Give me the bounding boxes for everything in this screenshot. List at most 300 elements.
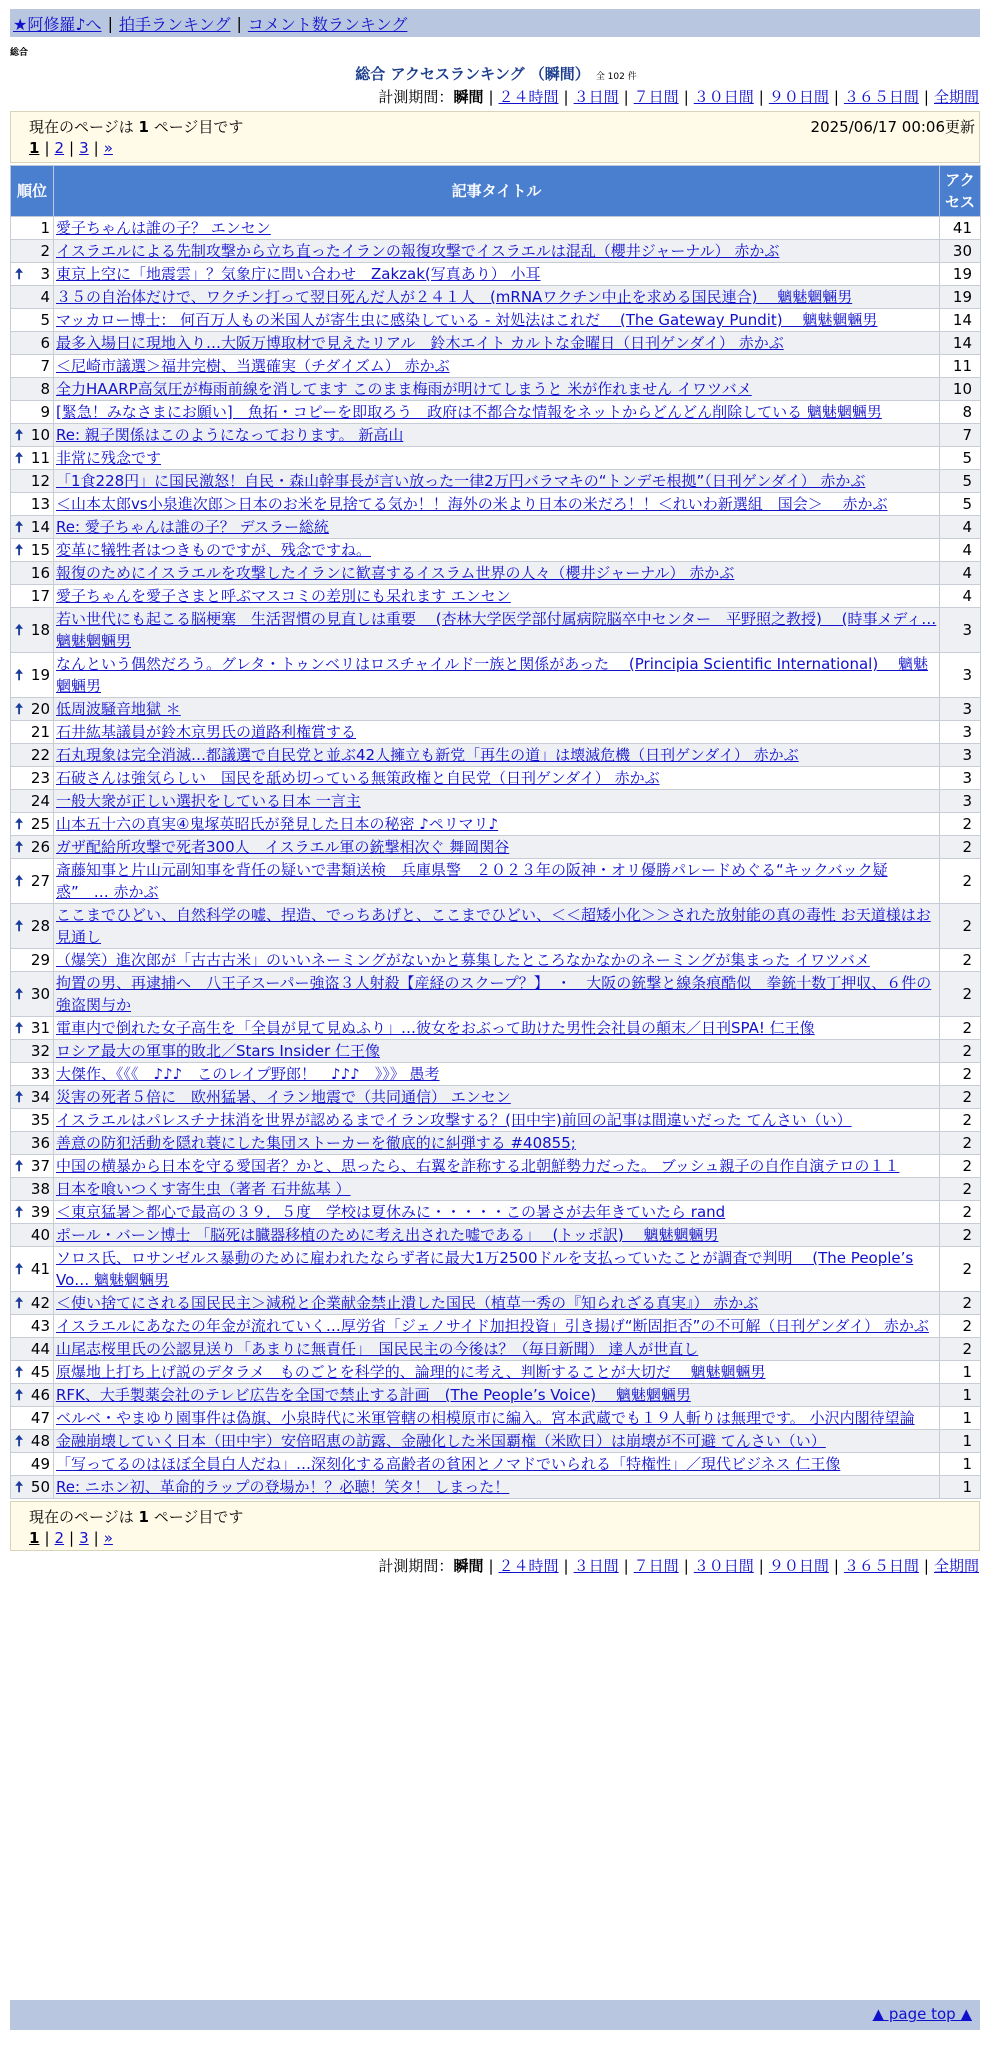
rank-up-arrow-icon: 🠅 <box>15 1157 24 1175</box>
rank-cell <box>11 470 54 493</box>
rank-cell <box>11 972 54 1017</box>
table-row <box>11 401 981 424</box>
access-count: 2 <box>940 1178 981 1201</box>
total-count: 全 102 件 <box>595 72 637 82</box>
page-link[interactable]: 3 <box>79 139 89 157</box>
article-link[interactable]: ベルベ・やまゆり園事件は偽旗、小泉時代に米軍管轄の相模原市に編入。宮本武蔵でも１９人斬りは無理です。 小沢内閣待望論 <box>56 1409 915 1427</box>
rank-number: 48 <box>30 1432 50 1450</box>
rank-cell <box>11 1109 54 1132</box>
page-link[interactable]: 2 <box>54 1529 65 1547</box>
rank-cell <box>11 1292 54 1315</box>
table-row <box>11 1315 981 1338</box>
rank-cell <box>11 1086 54 1109</box>
nav-link-comment-ranking[interactable]: コメント数ランキング <box>247 14 408 34</box>
article-link[interactable]: Re: ニホン初、革命的ラップの登場か！？必聴！笑タ！ しまった！ <box>56 1478 510 1496</box>
access-count: 1 <box>940 1361 981 1384</box>
rank-number: 28 <box>30 917 50 935</box>
rank-cell <box>11 1178 54 1201</box>
access-count: 14 <box>940 332 981 355</box>
period-link[interactable]: ７日間 <box>633 1557 679 1575</box>
page-top-link[interactable]: ▲ page top ▲ <box>872 2005 972 2023</box>
pager-bottom <box>10 1501 980 1551</box>
nav-link-asyura[interactable]: ★阿修羅♪へ <box>13 14 102 34</box>
page-separator: | <box>93 1529 99 1547</box>
article-link[interactable]: 「写ってるのはほぼ全員白人だね」…深刻化する高齢者の貧困とノマドでいられる「特権性」／現代ビジネス 仁王像 <box>56 1455 841 1473</box>
rank-number: 44 <box>30 1340 50 1358</box>
title-cell <box>54 1086 940 1109</box>
rank-cell <box>11 286 54 309</box>
nav-separator: | <box>236 13 242 33</box>
header-access: アクセス <box>940 166 981 217</box>
rank-up-arrow-icon: 🠅 <box>15 541 24 559</box>
page-next-link[interactable]: » <box>103 139 113 157</box>
title-cell <box>54 1017 940 1040</box>
period-current: 瞬間 <box>453 1557 484 1575</box>
page-link[interactable]: 3 <box>79 1529 89 1547</box>
table-row <box>11 1224 981 1247</box>
article-link[interactable]: RFK、大手製薬会社のテレビ広告を全国で禁止する計画 (The People’s Voice) 魑魅魍魎男 <box>56 1386 691 1404</box>
article-link[interactable]: 石丸現象は完全消滅…都議選で自民党と並ぶ42人擁立も新党「再生の道」は壊滅危機（日刊ゲンダイ） 赤かぶ <box>56 746 799 764</box>
rank-number: 23 <box>30 769 50 787</box>
rank-number: 14 <box>30 518 50 536</box>
table-row <box>11 1063 981 1086</box>
table-row <box>11 1407 981 1430</box>
article-link[interactable]: ポール・バーン博士 「脳死は臓器移植のために考え出された嘘である」 (トッポ訳) 魑魅魍魎男 <box>56 1226 719 1244</box>
article-link[interactable]: 愛子ちゃんを愛子さまと呼ぶマスコミの差別にも呆れます エンセン <box>56 587 511 605</box>
current-page-prefix: 現在のページは <box>29 1508 134 1526</box>
period-link[interactable]: ９０日間 <box>768 1557 829 1575</box>
period-label: 計測期間： <box>378 88 454 106</box>
table-row <box>11 240 981 263</box>
article-link[interactable]: 大傑作、《《《 ♪♪♪ このレイプ野郎！ ♪♪♪ 》》》 愚考 <box>56 1065 440 1083</box>
article-link[interactable]: イスラエルはパレスチナ抹消を世界が認めるまでイラン攻撃する？(田中宇)前回の記事は間違いだった てんさい（い） <box>56 1111 852 1129</box>
access-count: 3 <box>940 698 981 721</box>
rank-number: 46 <box>30 1386 50 1404</box>
current-page-number: 1 <box>138 118 149 136</box>
article-link[interactable]: Re: 愛子ちゃんは誰の子？ デスラー総統 <box>56 518 329 536</box>
rank-number: 1 <box>40 219 50 237</box>
article-link[interactable]: 山本五十六の真実④鬼塚英昭氏が発見した日本の秘密 ♪ペリマリ♪ <box>56 815 499 833</box>
article-link[interactable]: 災害の死者５倍に 欧州猛暑、イラン地震で（共同通信） エンセン <box>56 1088 511 1106</box>
nav-separator: | <box>107 13 113 33</box>
rank-up-arrow-icon: 🠅 <box>15 985 24 1003</box>
access-count: 2 <box>940 1338 981 1361</box>
access-count: 30 <box>940 240 981 263</box>
access-count: 10 <box>940 378 981 401</box>
period-link[interactable]: ３日間 <box>573 88 619 106</box>
rank-cell <box>11 813 54 836</box>
article-link[interactable]: 山尾志桜里氏の公認見送り「あまりに無責任」 国民民主の今後は？（毎日新聞） 達人が世直し <box>56 1340 699 1358</box>
period-separator: | <box>758 1557 764 1575</box>
rank-up-arrow-icon: 🠅 <box>15 265 24 283</box>
updated-timestamp: 2025/06/17 00:06更新 <box>810 118 975 136</box>
access-count: 2 <box>940 836 981 859</box>
period-selector-top <box>378 86 979 107</box>
rank-cell <box>11 539 54 562</box>
rank-cell <box>11 836 54 859</box>
period-link[interactable]: ７日間 <box>633 88 679 106</box>
title-cell <box>54 1109 940 1132</box>
article-link[interactable]: 若い世代にも起こる脳梗塞 生活習慣の見直しは重要 (杏林大学医学部付属病院脳卒中センター 平野照之教授) (時事メディ… 魑魅魍魎男 <box>56 610 937 650</box>
access-count: 2 <box>940 1201 981 1224</box>
table-row <box>11 721 981 744</box>
title-cell <box>54 1453 940 1476</box>
rank-up-arrow-icon: 🠅 <box>15 1260 24 1278</box>
access-count: 4 <box>940 516 981 539</box>
access-count: 2 <box>940 1315 981 1338</box>
table-row <box>11 309 981 332</box>
table-row <box>11 1384 981 1407</box>
rank-cell <box>11 1040 54 1063</box>
rank-cell <box>11 1338 54 1361</box>
rank-cell <box>11 516 54 539</box>
title-cell <box>54 1430 940 1453</box>
period-link[interactable]: ３６５日間 <box>843 88 919 106</box>
period-link[interactable]: ３０日間 <box>693 88 754 106</box>
rank-cell <box>11 1384 54 1407</box>
rank-number: 42 <box>30 1294 50 1312</box>
rank-cell <box>11 790 54 813</box>
page-current: 1 <box>29 1529 40 1547</box>
table-row <box>11 1109 981 1132</box>
rank-number: 50 <box>30 1478 50 1496</box>
rank-number: 45 <box>30 1363 50 1381</box>
page-separator: | <box>93 139 99 157</box>
rank-number: 37 <box>30 1157 50 1175</box>
article-link[interactable]: 愛子ちゃんは誰の子？ エンセン <box>56 219 271 237</box>
rank-up-arrow-icon: 🠅 <box>15 700 24 718</box>
rank-number: 13 <box>30 495 50 513</box>
article-link[interactable]: 善意の防犯活動を隠れ蓑にした集団ストーカーを徹底的に糾弾する #40855; <box>56 1134 576 1152</box>
title-cell <box>54 1338 940 1361</box>
title-cell <box>54 1063 940 1086</box>
section-label: 総合 <box>10 48 29 58</box>
article-link[interactable]: ソロス氏、ロサンゼルス暴動のために雇われたならず者に最大1万2500ドルを支払っていたことが調査で判明 (The People’s Vo… 魑魅魍魎男 <box>56 1249 914 1289</box>
table-row <box>11 217 981 240</box>
period-separator: | <box>623 88 629 106</box>
article-link[interactable]: イスラエルにあなたの年金が流れていく…厚労省「ジェノサイド加担投資」引き揚げ“断固拒否”の不可解（日刊ゲンダイ） 赤かぶ <box>56 1317 929 1335</box>
table-row <box>11 1086 981 1109</box>
title-cell <box>54 721 940 744</box>
rank-cell <box>11 562 54 585</box>
rank-cell <box>11 1453 54 1476</box>
period-link[interactable]: ２４時間 <box>498 1557 559 1575</box>
top-nav-bar <box>10 9 980 37</box>
table-row <box>11 767 981 790</box>
table-row <box>11 516 981 539</box>
table-row <box>11 1476 981 1499</box>
article-link[interactable]: 低周波騒音地獄 ＊ <box>56 700 181 718</box>
period-separator: | <box>833 1557 839 1575</box>
rank-up-arrow-icon: 🠅 <box>15 1478 24 1496</box>
page-separator: | <box>44 1529 50 1547</box>
access-count: 2 <box>940 1155 981 1178</box>
title-cell <box>54 1476 940 1499</box>
article-link[interactable]: 変革に犠牲者はつきものですが、残念ですね。 <box>56 541 372 559</box>
title-cell <box>54 378 940 401</box>
header-rank: 順位 <box>11 166 54 217</box>
title-cell <box>54 217 940 240</box>
page-link[interactable]: 2 <box>54 139 65 157</box>
rank-number: 29 <box>30 951 50 969</box>
article-link[interactable]: Re: 親子関係はこのようになっております。 新高山 <box>56 426 404 444</box>
article-link[interactable]: ＜使い捨てにされる国民民主＞減税と企業献金禁止潰した国民（植草一秀の『知られざる真実』） 赤かぶ <box>56 1294 759 1312</box>
article-link[interactable]: ガザ配給所攻撃で死者300人 イスラエル軍の銃撃相次ぐ 舞岡関谷 <box>56 838 510 856</box>
table-row <box>11 263 981 286</box>
article-link[interactable]: マッカロー博士： 何百万人もの米国人が寄生虫に感染している - 対処法はこれだ (The Gateway Pundit) 魑魅魍魎男 <box>56 311 878 329</box>
title-cell <box>54 1361 940 1384</box>
period-link[interactable]: 全期間 <box>933 1557 979 1575</box>
rank-up-arrow-icon: 🠅 <box>15 838 24 856</box>
article-link[interactable]: 電車内で倒れた女子高生を「全員が見て見ぬふり」…彼女をおぶって助けた男性会社員の顛末／日刊SPA! 仁王像 <box>56 1019 815 1037</box>
title-cell <box>54 1247 940 1292</box>
article-link[interactable]: 全力HAARP高気圧が梅雨前線を消してます このまま梅雨が明けてしまうと 米が作れません イワツバメ <box>56 380 752 398</box>
period-separator: | <box>683 88 689 106</box>
access-count: 1 <box>940 1430 981 1453</box>
article-link[interactable]: 一般大衆が正しい選択をしている日本 一言主 <box>56 792 361 810</box>
rank-up-arrow-icon: 🠅 <box>15 872 24 890</box>
title-cell <box>54 355 940 378</box>
access-count: 2 <box>940 1224 981 1247</box>
table-row <box>11 859 981 904</box>
rank-cell <box>11 1407 54 1430</box>
period-link[interactable]: ９０日間 <box>768 88 829 106</box>
rank-cell <box>11 1430 54 1453</box>
rank-cell <box>11 585 54 608</box>
access-count: 3 <box>940 721 981 744</box>
access-count: 4 <box>940 562 981 585</box>
access-count: 2 <box>940 1063 981 1086</box>
period-selector-bottom <box>378 1555 979 1576</box>
rank-cell <box>11 1132 54 1155</box>
rank-number: 12 <box>30 472 50 490</box>
rank-number: 17 <box>30 587 50 605</box>
article-link[interactable]: 原爆地上打ち上げ説のデタラメ ものごとを科学的、論理的に考え、判断することが大切だ 魑魅魍魎男 <box>56 1363 766 1381</box>
period-separator: | <box>488 1557 494 1575</box>
access-count: 2 <box>940 1292 981 1315</box>
rank-number: 11 <box>30 449 50 467</box>
table-row <box>11 562 981 585</box>
article-link[interactable]: 日本を喰いつくす寄生虫（著者 石井紘基 ） <box>56 1180 351 1198</box>
table-row <box>11 790 981 813</box>
title-cell <box>54 1292 940 1315</box>
rank-number: 38 <box>30 1180 50 1198</box>
title-cell <box>54 1178 940 1201</box>
article-link[interactable]: 東京上空に「地震雲」？気象庁に問い合わせ Zakzak(写真あり） 小耳 <box>56 265 541 283</box>
rank-cell <box>11 355 54 378</box>
article-link[interactable]: ＜尼崎市議選＞福井完樹、当選確実（チダイズム） 赤かぶ <box>56 357 450 375</box>
article-link[interactable]: ３５の自治体だけで、ワクチン打って翌日死んだ人が２４１人 (mRNAワクチン中止を求める国民連合) 魑魅魍魎男 <box>56 288 853 306</box>
article-link[interactable]: ここまでひどい、自然科学の嘘、捏造、でっちあげと、ここまでひどい、＜＜超矮小化＞＞された放射能の真の毒性 お天道様はお見通し <box>56 906 931 946</box>
rank-number: 3 <box>40 265 50 283</box>
table-row <box>11 653 981 698</box>
rank-up-arrow-icon: 🠅 <box>15 518 24 536</box>
header-title: 記事タイトル <box>54 166 940 217</box>
article-link[interactable]: [緊急！みなさまにお願い] 魚拓・コピーを即取ろう 政府は不都合な情報をネットからどんどん削除している 魑魅魍魎男 <box>56 403 882 421</box>
nav-link-applause-ranking[interactable]: 拍手ランキング <box>118 14 231 34</box>
article-link[interactable]: 報復のためにイスラエルを攻撃したイランに歓喜するイスラム世界の人々（櫻井ジャーナル） 赤かぶ <box>56 564 735 582</box>
rank-cell <box>11 904 54 949</box>
period-separator: | <box>683 1557 689 1575</box>
article-link[interactable]: イスラエルによる先制攻撃から立ち直ったイランの報復攻撃でイスラエルは混乱（櫻井ジャーナル） 赤かぶ <box>56 242 780 260</box>
article-link[interactable]: 石井紘基議員が鈴木京男氏の道路利権賞する <box>56 723 357 741</box>
period-separator: | <box>563 1557 569 1575</box>
title-cell <box>54 240 940 263</box>
rank-cell <box>11 1155 54 1178</box>
access-count: 11 <box>940 355 981 378</box>
article-link[interactable]: 中国の横暴から日本を守る愛国者？かと、思ったら、右翼を詐称する北朝鮮勢力だった。 ブッシュ親子の自作自演テロの１１ <box>56 1157 900 1175</box>
rank-number: 35 <box>30 1111 50 1129</box>
rank-cell <box>11 332 54 355</box>
rank-cell <box>11 447 54 470</box>
table-row <box>11 949 981 972</box>
rank-number: 20 <box>30 700 50 718</box>
rank-cell <box>11 309 54 332</box>
page-next-link[interactable]: » <box>103 1529 113 1547</box>
article-link[interactable]: 非常に残念です <box>56 449 162 467</box>
article-link[interactable]: ロシア最大の軍事的敗北／Stars Insider 仁王像 <box>56 1042 380 1060</box>
rank-number: 24 <box>30 792 50 810</box>
table-row <box>11 698 981 721</box>
title-cell <box>54 562 940 585</box>
access-count: 5 <box>940 493 981 516</box>
period-separator: | <box>923 1557 929 1575</box>
article-link[interactable]: 「1食228円」に国民激怒！自民・森山幹事長が言い放った一律2万円バラマキの“トンデモ根拠”（日刊ゲンダイ） 赤かぶ <box>56 472 866 490</box>
period-separator: | <box>563 88 569 106</box>
rank-number: 31 <box>30 1019 50 1037</box>
current-page-number: 1 <box>138 1508 149 1526</box>
title-cell <box>54 790 940 813</box>
title-cell <box>54 744 940 767</box>
period-separator: | <box>623 1557 629 1575</box>
table-row <box>11 1292 981 1315</box>
article-link[interactable]: （爆笑）進次郎が「古古古米」のいいネーミングがないかと募集したところなかなかのネーミングが集まった イワツバメ <box>56 951 870 969</box>
title-cell <box>54 608 940 653</box>
rank-up-arrow-icon: 🠅 <box>15 449 24 467</box>
page-separator: | <box>44 139 50 157</box>
period-link[interactable]: ３６５日間 <box>843 1557 919 1575</box>
article-link[interactable]: ＜山本太郎vs小泉進次郎＞日本のお米を見捨てる気か！！海外の米より日本の米だろ！！＜れいわ新選組 国会＞ 赤かぶ <box>56 495 888 513</box>
rank-up-arrow-icon: 🠅 <box>15 1294 24 1312</box>
rank-up-arrow-icon: 🠅 <box>15 621 24 639</box>
table-row <box>11 813 981 836</box>
period-link[interactable]: 全期間 <box>933 88 979 106</box>
rank-cell <box>11 1361 54 1384</box>
article-link[interactable]: ＜東京猛暑＞都心で最高の３９．５度 学校は夏休みに・・・・・この暑さが去年きていたら rand <box>56 1203 726 1221</box>
table-row <box>11 1361 981 1384</box>
table-row <box>11 972 981 1017</box>
article-link[interactable]: 金融崩壊していく日本（田中宇）安倍昭恵の訪露、金融化した米国覇権（米欧日）は崩壊が不可避 てんさい（い） <box>56 1432 826 1450</box>
table-row <box>11 1040 981 1063</box>
period-current: 瞬間 <box>453 88 484 106</box>
title-cell <box>54 859 940 904</box>
access-count: 1 <box>940 1476 981 1499</box>
article-link[interactable]: 拘置の男、再逮捕へ 八王子スーパー強盗３人射殺【産経のスクープ？】 ・ 大阪の銃撃と線条痕酷似 拳銃十数丁押収、６件の強盗関与か <box>56 974 932 1014</box>
access-count: 4 <box>940 585 981 608</box>
period-label: 計測期間： <box>378 1557 454 1575</box>
rank-cell <box>11 217 54 240</box>
rank-number: 22 <box>30 746 50 764</box>
period-separator: | <box>833 88 839 106</box>
title-cell <box>54 539 940 562</box>
period-link[interactable]: ３日間 <box>573 1557 619 1575</box>
period-separator: | <box>758 88 764 106</box>
rank-number: 25 <box>30 815 50 833</box>
footer-bar <box>10 2000 980 2030</box>
rank-number: 10 <box>30 426 50 444</box>
rank-up-arrow-icon: 🠅 <box>15 1432 24 1450</box>
rank-number: 16 <box>30 564 50 582</box>
title-cell <box>54 972 940 1017</box>
rank-number: 15 <box>30 541 50 559</box>
rank-cell <box>11 744 54 767</box>
rank-cell <box>11 1315 54 1338</box>
table-row <box>11 1453 981 1476</box>
title-cell <box>54 286 940 309</box>
access-count: 7 <box>940 424 981 447</box>
table-row <box>11 585 981 608</box>
rank-cell <box>11 493 54 516</box>
period-link[interactable]: ３０日間 <box>693 1557 754 1575</box>
article-link[interactable]: なんという偶然だろう。グレタ・トゥンベリはロスチャイルド一族と関係があった (Principia Scientific International) 魑魅魍魎男 <box>56 655 928 695</box>
rank-number: 34 <box>30 1088 50 1106</box>
title-cell <box>54 1315 940 1338</box>
rank-number: 5 <box>40 311 50 329</box>
title-cell <box>54 332 940 355</box>
access-count: 2 <box>940 813 981 836</box>
rank-cell <box>11 698 54 721</box>
current-page-prefix: 現在のページは <box>29 118 134 136</box>
rank-number: 49 <box>30 1455 50 1473</box>
page-separator: | <box>69 139 75 157</box>
access-count: 3 <box>940 767 981 790</box>
page-current: 1 <box>29 139 40 157</box>
page-separator: | <box>69 1529 75 1547</box>
period-separator: | <box>488 88 494 106</box>
rank-up-arrow-icon: 🠅 <box>15 1019 24 1037</box>
current-page-text <box>29 1506 243 1527</box>
ranking-table <box>10 165 981 1499</box>
table-row <box>11 470 981 493</box>
ranking-title-line <box>0 63 992 84</box>
access-count: 1 <box>940 1407 981 1430</box>
table-row <box>11 1155 981 1178</box>
table-row <box>11 539 981 562</box>
article-link[interactable]: 斎藤知事と片山元副知事を背任の疑いで書類送検 兵庫県警 ２０２３年の阪神・オリ優勝パレードめぐる“キックバック疑惑” … 赤かぶ <box>56 861 888 901</box>
rank-cell <box>11 1017 54 1040</box>
article-link[interactable]: 最多入場日に現地入り…大阪万博取材で見えたリアル 鈴木エイト カルトな金曜日（日刊ゲンダイ） 赤かぶ <box>56 334 784 352</box>
title-cell <box>54 1201 940 1224</box>
access-count: 2 <box>940 904 981 949</box>
rank-cell <box>11 240 54 263</box>
title-cell <box>54 470 940 493</box>
period-link[interactable]: ２４時間 <box>498 88 559 106</box>
table-row <box>11 378 981 401</box>
title-cell <box>54 585 940 608</box>
rank-number: 8 <box>40 380 50 398</box>
access-count: 3 <box>940 744 981 767</box>
rank-cell <box>11 859 54 904</box>
current-page-text <box>29 116 243 137</box>
title-cell <box>54 836 940 859</box>
title-cell <box>54 1132 940 1155</box>
table-row <box>11 1201 981 1224</box>
rank-number: 36 <box>30 1134 50 1152</box>
rank-up-arrow-icon: 🠅 <box>15 1363 24 1381</box>
table-row <box>11 836 981 859</box>
article-link[interactable]: 石破さんは強気らしい 国民を舐め切っている無策政権と自民党（日刊ゲンダイ） 赤かぶ <box>56 769 660 787</box>
rank-up-arrow-icon: 🠅 <box>15 1386 24 1404</box>
